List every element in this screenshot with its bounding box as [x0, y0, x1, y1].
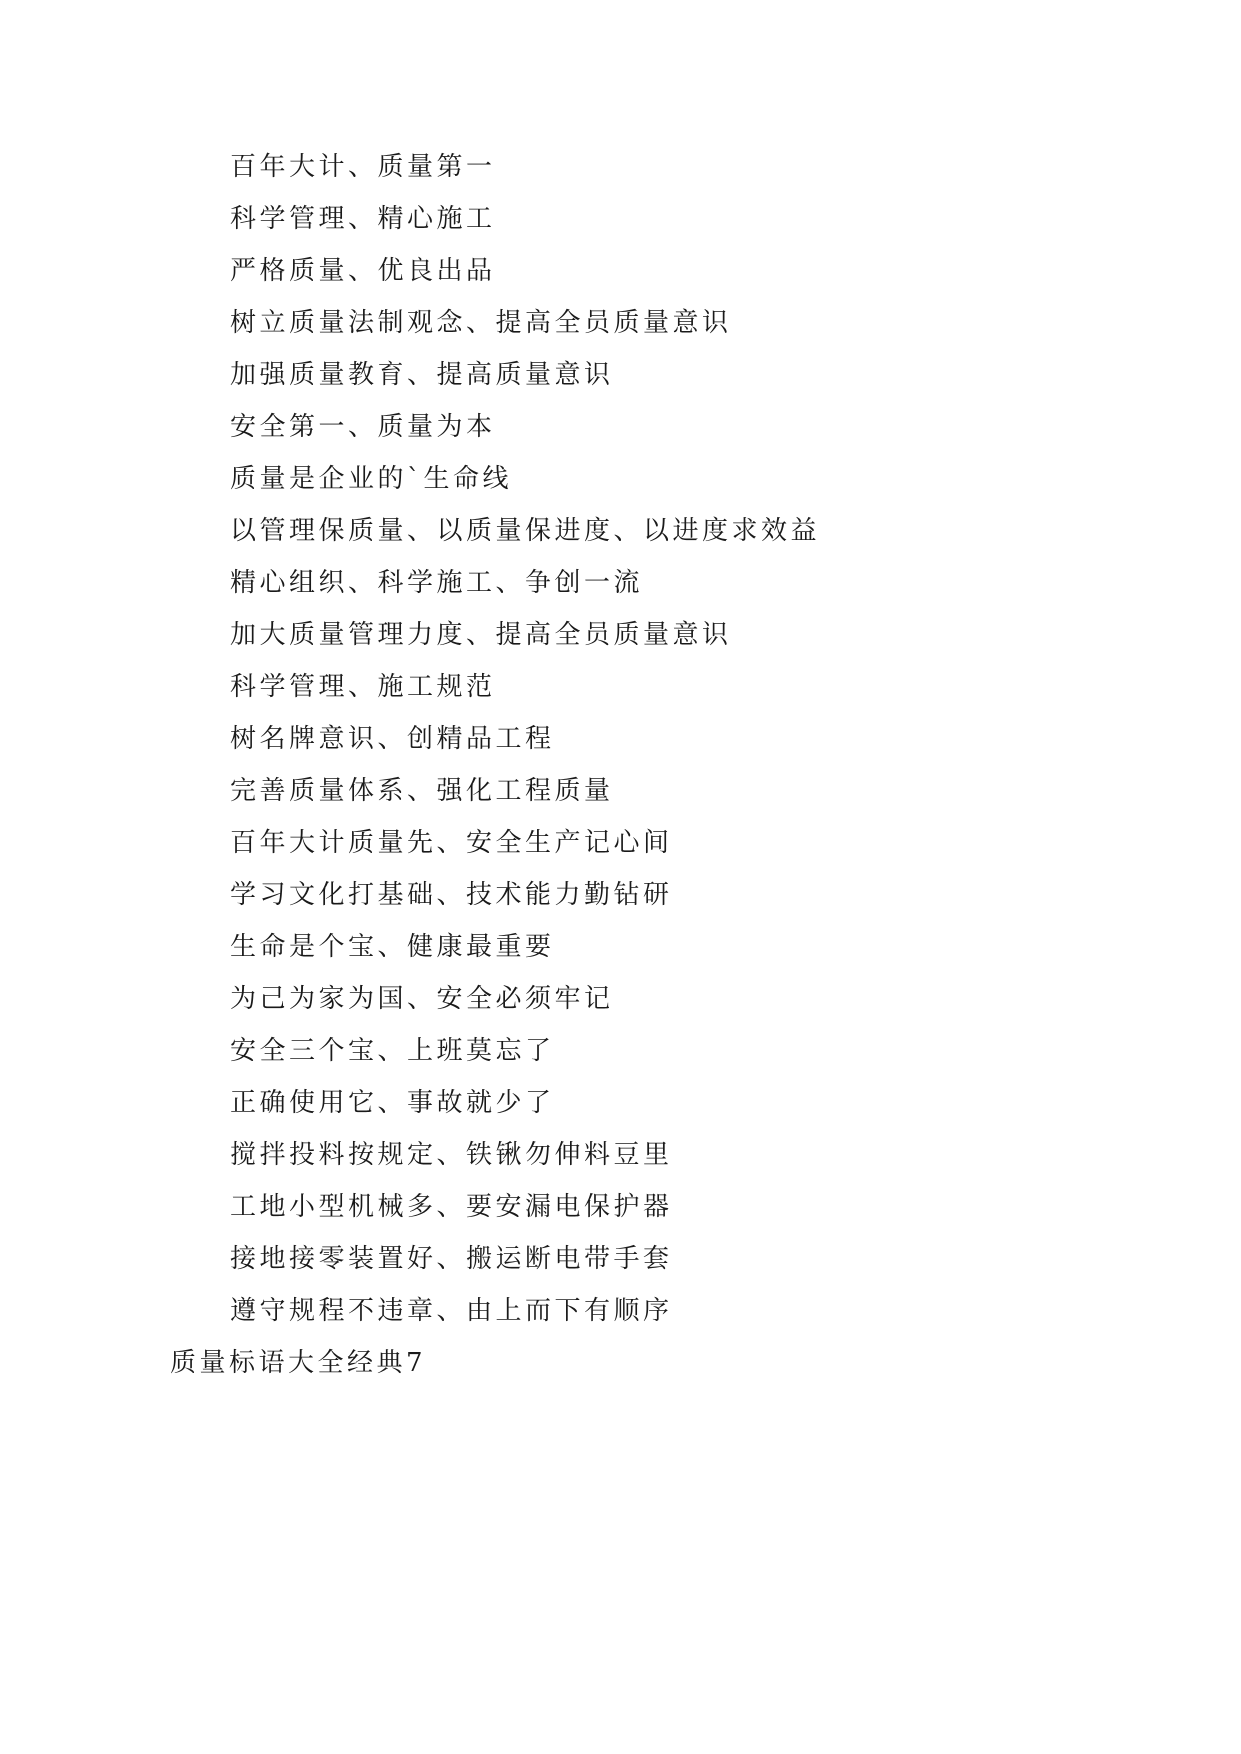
slogan-line: 生命是个宝、健康最重要 [230, 932, 555, 962]
slogan-line: 正确使用它、事故就少了 [230, 1088, 555, 1118]
slogan-line: 精心组织、科学施工、争创一流 [230, 568, 644, 598]
slogan-line: 科学管理、精心施工 [230, 204, 496, 234]
section-heading: 质量标语大全经典7 [170, 1348, 427, 1378]
slogan-line: 质量是企业的`生命线 [230, 464, 513, 494]
slogan-line: 树立质量法制观念、提高全员质量意识 [230, 308, 732, 338]
slogan-line: 树名牌意识、创精品工程 [230, 724, 555, 754]
slogan-line: 工地小型机械多、要安漏电保护器 [230, 1192, 673, 1222]
slogan-line: 加强质量教育、提高质量意识 [230, 360, 614, 390]
slogan-line: 以管理保质量、以质量保进度、以进度求效益 [230, 516, 821, 546]
slogan-line: 接地接零装置好、搬运断电带手套 [230, 1244, 673, 1274]
slogan-line: 安全三个宝、上班莫忘了 [230, 1036, 555, 1066]
slogan-line: 学习文化打基础、技术能力勤钻研 [230, 880, 673, 910]
slogan-line: 完善质量体系、强化工程质量 [230, 776, 614, 806]
slogan-line: 百年大计质量先、安全生产记心间 [230, 828, 673, 858]
slogan-line: 加大质量管理力度、提高全员质量意识 [230, 620, 732, 650]
slogan-line: 百年大计、质量第一 [230, 152, 496, 182]
slogan-line: 为己为家为国、安全必须牢记 [230, 984, 614, 1014]
slogan-line: 科学管理、施工规范 [230, 672, 496, 702]
slogan-line: 严格质量、优良出品 [230, 256, 496, 286]
slogan-line: 安全第一、质量为本 [230, 412, 496, 442]
slogan-line: 搅拌投料按规定、铁锹勿伸料豆里 [230, 1140, 673, 1170]
slogan-list [230, 141, 1190, 1337]
slogan-line: 遵守规程不违章、由上而下有顺序 [230, 1296, 673, 1326]
